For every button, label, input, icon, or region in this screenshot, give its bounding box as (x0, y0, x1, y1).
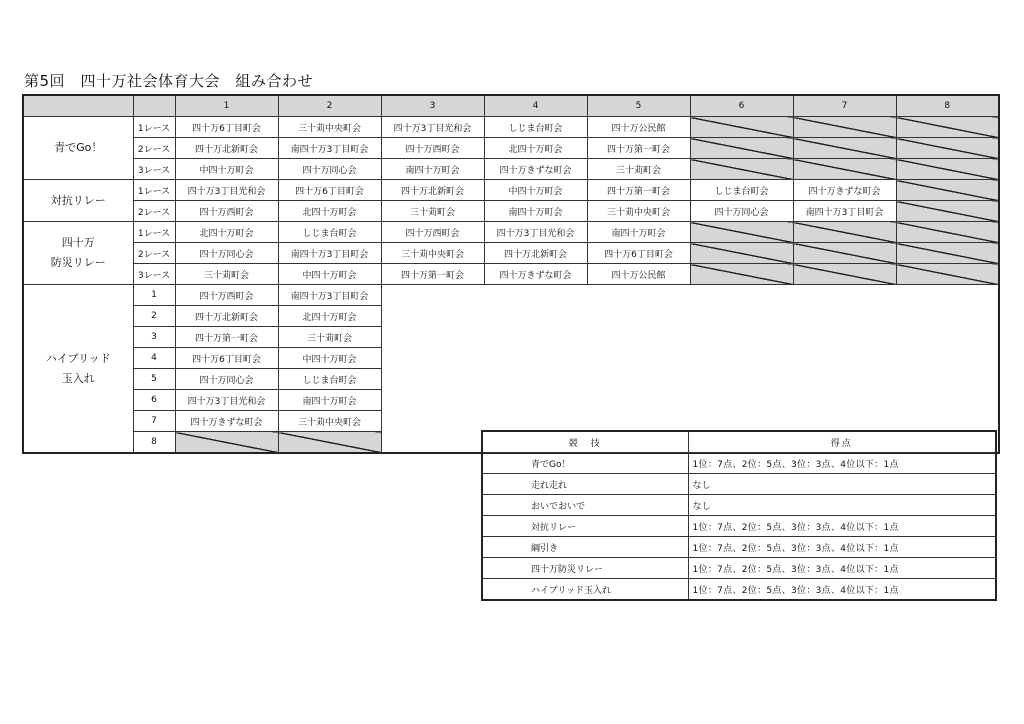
unused-area (896, 390, 999, 411)
unused-area (690, 411, 793, 432)
unused-area (484, 369, 587, 390)
unused-area (690, 369, 793, 390)
matchup-row (23, 159, 999, 180)
team-cell: 四十万6丁目町会 (175, 348, 278, 369)
team-cell: 四十万きずな町会 (175, 411, 278, 432)
matchup-row (23, 117, 999, 138)
empty-slot (690, 138, 793, 159)
column-header: 2 (278, 95, 381, 117)
unused-area (587, 411, 690, 432)
team-cell: 三十苅中央町会 (587, 201, 690, 222)
unused-area (793, 306, 896, 327)
column-header: 7 (793, 95, 896, 117)
race-label: 2レース (133, 138, 175, 159)
matchup-row (23, 285, 999, 306)
team-cell: 中四十万町会 (484, 180, 587, 201)
team-cell: 四十万3丁目光和会 (175, 390, 278, 411)
matchup-row (23, 348, 999, 369)
team-cell: 南四十万町会 (278, 390, 381, 411)
team-cell: しじま台町会 (278, 369, 381, 390)
team-cell: 四十万北新町会 (175, 138, 278, 159)
scoring-event: 対抗リレー (482, 516, 688, 537)
unused-area (587, 369, 690, 390)
scoring-row (482, 474, 996, 495)
team-cell: 四十万6丁目町会 (278, 180, 381, 201)
unused-area (690, 327, 793, 348)
event-name (23, 180, 133, 222)
unused-area (690, 285, 793, 306)
empty-slot (896, 117, 999, 138)
empty-slot (793, 117, 896, 138)
empty-slot (690, 243, 793, 264)
unused-area (381, 432, 484, 454)
scoring-header-row (482, 431, 996, 453)
scoring-row (482, 558, 996, 579)
column-header: 6 (690, 95, 793, 117)
team-cell: 四十万第一町会 (175, 327, 278, 348)
event-name (23, 222, 133, 285)
unused-area (587, 327, 690, 348)
race-label: 1レース (133, 222, 175, 243)
scoring-points: 1位：7点、2位：5点、3位：3点、4位以下：1点 (688, 516, 996, 537)
race-label: 2レース (133, 243, 175, 264)
unused-area (484, 327, 587, 348)
unused-area (793, 390, 896, 411)
event-name-line: 四十万 (61, 236, 95, 249)
empty-slot (793, 138, 896, 159)
unused-area (587, 390, 690, 411)
unused-area (690, 348, 793, 369)
page-title: 第5回 四十万社会体育大会 組み合わせ (24, 72, 314, 90)
team-cell: 四十万3丁目光和会 (175, 180, 278, 201)
unused-area (793, 327, 896, 348)
unused-area (690, 390, 793, 411)
team-cell: 四十万同心会 (278, 159, 381, 180)
unused-area (484, 285, 587, 306)
scoring-row (482, 579, 996, 601)
scoring-row (482, 495, 996, 516)
race-label: 1レース (133, 117, 175, 138)
event-name-line: ハイブリッド (45, 351, 111, 365)
unused-area (484, 411, 587, 432)
team-cell: 三十苅中央町会 (278, 411, 381, 432)
race-label: 1 (133, 285, 175, 306)
team-cell: 四十万同心会 (690, 201, 793, 222)
team-cell: 三十苅中央町会 (381, 243, 484, 264)
scoring-row (482, 537, 996, 558)
unused-area (793, 285, 896, 306)
scoring-points: 1位：7点、2位：5点、3位：3点、4位以下：1点 (688, 537, 996, 558)
matchup-row (23, 369, 999, 390)
empty-slot (896, 180, 999, 201)
scoring-event: 青でGo！ (482, 453, 688, 474)
empty-slot (896, 159, 999, 180)
team-cell: 四十万西町会 (175, 285, 278, 306)
unused-area (896, 306, 999, 327)
column-header: 8 (896, 95, 999, 117)
column-header: 5 (587, 95, 690, 117)
empty-slot (690, 159, 793, 180)
event-name-line: 青でGo！ (54, 141, 103, 154)
matchup-row (23, 390, 999, 411)
unused-area (484, 390, 587, 411)
unused-area (793, 369, 896, 390)
matchup-table (22, 94, 1000, 454)
scoring-event: 綱引き (482, 537, 688, 558)
unused-area (381, 285, 484, 306)
team-cell: 四十万きずな町会 (484, 159, 587, 180)
team-cell: 四十万3丁目光和会 (381, 117, 484, 138)
team-cell: 四十万公民館 (587, 264, 690, 285)
unused-area (484, 348, 587, 369)
unused-area (587, 306, 690, 327)
unused-area (793, 411, 896, 432)
matchup-row (23, 222, 999, 243)
team-cell: 中四十万町会 (175, 159, 278, 180)
team-cell: 四十万同心会 (175, 243, 278, 264)
unused-area (690, 306, 793, 327)
scoring-event: ハイブリッド玉入れ (482, 579, 688, 601)
race-label: 7 (133, 411, 175, 432)
scoring-points: 1位：7点、2位：5点、3位：3点、4位以下：1点 (688, 558, 996, 579)
unused-area (896, 369, 999, 390)
empty-slot (793, 264, 896, 285)
team-cell: 四十万北新町会 (175, 306, 278, 327)
scoring-event: 走れ走れ (482, 474, 688, 495)
team-cell: 中四十万町会 (278, 348, 381, 369)
empty-slot (896, 264, 999, 285)
team-cell: しじま台町会 (690, 180, 793, 201)
scoring-event: おいでおいで (482, 495, 688, 516)
empty-slot (793, 159, 896, 180)
race-label: 2レース (133, 201, 175, 222)
matchup-header-row (23, 95, 999, 117)
unused-area (381, 390, 484, 411)
unused-area (587, 285, 690, 306)
team-cell: 四十万きずな町会 (793, 180, 896, 201)
team-cell: 四十万西町会 (381, 222, 484, 243)
team-cell: 南四十万町会 (587, 222, 690, 243)
unused-area (793, 348, 896, 369)
matchup-row (23, 411, 999, 432)
team-cell: 南四十万3丁目町会 (793, 201, 896, 222)
column-header: 1 (175, 95, 278, 117)
unused-area (896, 285, 999, 306)
matchup-row (23, 306, 999, 327)
team-cell: 四十万6丁目町会 (587, 243, 690, 264)
team-cell: 四十万西町会 (175, 201, 278, 222)
unused-area (587, 348, 690, 369)
scoring-points: なし (688, 474, 996, 495)
unused-area (381, 348, 484, 369)
empty-slot (278, 432, 381, 454)
matchup-row (23, 264, 999, 285)
matchup-row (23, 138, 999, 159)
race-label: 5 (133, 369, 175, 390)
scoring-points: 1位：7点、2位：5点、3位：3点、4位以下：1点 (688, 579, 996, 601)
team-cell: 北四十万町会 (278, 306, 381, 327)
matchup-row (23, 243, 999, 264)
unused-area (896, 327, 999, 348)
empty-slot (896, 243, 999, 264)
event-name-line: 防災リレー (50, 256, 106, 269)
team-cell: 三十苅中央町会 (278, 117, 381, 138)
scoring-points: 1位：7点、2位：5点、3位：3点、4位以下：1点 (688, 453, 996, 474)
race-label: 2 (133, 306, 175, 327)
team-cell: 四十万6丁目町会 (175, 117, 278, 138)
empty-slot (175, 432, 278, 454)
empty-slot (896, 222, 999, 243)
unused-area (896, 348, 999, 369)
matchup-row (23, 201, 999, 222)
team-cell: 南四十万町会 (484, 201, 587, 222)
team-cell: 北四十万町会 (484, 138, 587, 159)
header-corner (23, 95, 133, 117)
empty-slot (690, 264, 793, 285)
race-label: 3レース (133, 264, 175, 285)
team-cell: 四十万きずな町会 (484, 264, 587, 285)
unused-area (381, 411, 484, 432)
column-header: 3 (381, 95, 484, 117)
team-cell: 北四十万町会 (175, 222, 278, 243)
event-name-line: 対抗リレー (50, 193, 106, 207)
team-cell: 南四十万3丁目町会 (278, 243, 381, 264)
matchup-row (23, 327, 999, 348)
team-cell: しじま台町会 (278, 222, 381, 243)
scoring-table (481, 430, 997, 601)
event-name (23, 117, 133, 180)
team-cell: 四十万西町会 (381, 138, 484, 159)
team-cell: 三十苅町会 (587, 159, 690, 180)
team-cell: 三十苅町会 (175, 264, 278, 285)
team-cell: 三十苅町会 (278, 327, 381, 348)
team-cell: 四十万北新町会 (484, 243, 587, 264)
unused-area (381, 327, 484, 348)
empty-slot (896, 138, 999, 159)
empty-slot (896, 201, 999, 222)
scoring-points: なし (688, 495, 996, 516)
team-cell: 中四十万町会 (278, 264, 381, 285)
matchup-row (23, 180, 999, 201)
team-cell: 四十万北新町会 (381, 180, 484, 201)
team-cell: しじま台町会 (484, 117, 587, 138)
race-label: 1レース (133, 180, 175, 201)
race-label: 3レース (133, 159, 175, 180)
scoring-row (482, 453, 996, 474)
team-cell: 四十万3丁目光和会 (484, 222, 587, 243)
empty-slot (793, 243, 896, 264)
unused-area (381, 306, 484, 327)
team-cell: 南四十万3丁目町会 (278, 285, 381, 306)
team-cell: 三十苅町会 (381, 201, 484, 222)
empty-slot (690, 117, 793, 138)
scoring-header-event: 競 技 (482, 431, 688, 453)
team-cell: 四十万第一町会 (587, 138, 690, 159)
empty-slot (690, 222, 793, 243)
team-cell: 四十万第一町会 (587, 180, 690, 201)
unused-area (896, 411, 999, 432)
unused-area (381, 369, 484, 390)
unused-area (484, 306, 587, 327)
header-corner-sub (133, 95, 175, 117)
team-cell: 北四十万町会 (278, 201, 381, 222)
race-label: 8 (133, 432, 175, 454)
team-cell: 四十万同心会 (175, 369, 278, 390)
race-label: 6 (133, 390, 175, 411)
scoring-event: 四十万防災リレー (482, 558, 688, 579)
empty-slot (793, 222, 896, 243)
event-name-line: 玉入れ (61, 371, 95, 385)
scoring-row (482, 516, 996, 537)
column-header: 4 (484, 95, 587, 117)
scoring-header-points: 得点 (688, 431, 996, 453)
event-name (23, 285, 133, 454)
team-cell: 四十万第一町会 (381, 264, 484, 285)
team-cell: 南四十万3丁目町会 (278, 138, 381, 159)
race-label: 4 (133, 348, 175, 369)
race-label: 3 (133, 327, 175, 348)
team-cell: 四十万公民館 (587, 117, 690, 138)
team-cell: 南四十万町会 (381, 159, 484, 180)
